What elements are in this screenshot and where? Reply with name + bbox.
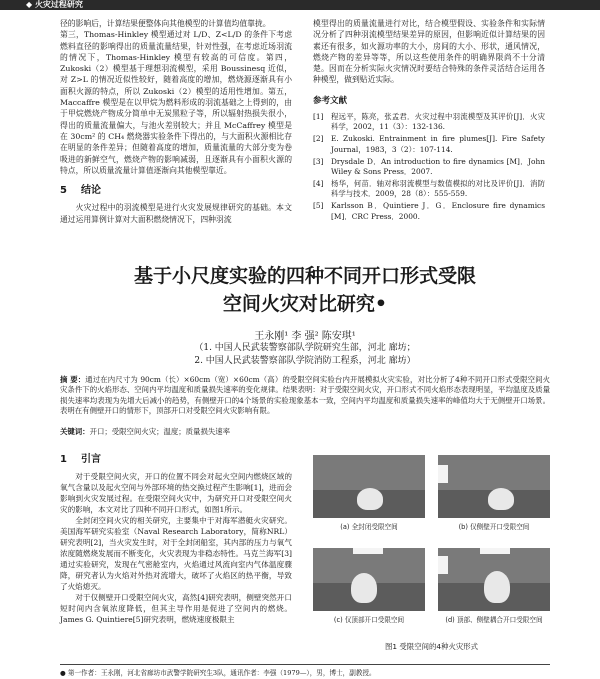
figure-panel-d-image — [438, 548, 550, 611]
affiliation-1: （1. 中国人民武装警察部队学院研究生部，河北 廊坊； — [194, 343, 416, 353]
paragraph: 火灾过程中的羽流模型是进行火灾发展规律研究的基础。本文通过运用算例计算对大面积燃烧情况下，四种羽流 — [60, 203, 292, 224]
figure-panel-d-caption: (d) 顶部、侧壁耦合开口受限空间 — [445, 616, 543, 624]
paragraph: 全封闭空间火灾的相关研究，主要集中于对海军潜艇火灾研究。美国海军研究实验室（Naval Research Laboratory，简称NRL）研究表明[2]，当火灾发生时，对于全封闭船室，其内部的压力与氧气浓度随燃烧发展而不断变化，火灾表现为非稳态特性。马克兰海军[3]通过实验研究，发现在气密舱室内，火焰通过风流向室内气体温度骤降，研究者认为火焰对外热对流增大，破坏了火焰区的热平衡，导致了火焰熄灭。 — [60, 516, 292, 591]
reference-item: [4] 杨华，何苗．轴对称羽流模型与数值模拟的对比及评价[J]．消防科学与技术．2009，28（8）：555-559. — [313, 179, 545, 199]
paragraph: 第三，Thomas-Hinkley 模型通过对 L/D、Z<L/D 的条件下考虑燃料直径的影响得出的质量流量结果，针对性强，在考虑近场羽流的情况下，Thomas-Hinkley 模型有较高的可信度。第四，Zukoski（2）模型基于理想羽流模型，采用 Boussinesq 近似，对 Z>L 的情况近似性较好，随着高度的增加，燃烧源逐渐具有小面积火源的特点，所以 Zukoski（2）模型的适用性增加。第五，Maccaffre 模型是在以甲烷为燃料形成的羽流基础之上得到的，由于甲烷燃烧产物成分简单中无炭黑粒子等，所以辐射热损失很小，得出的质量流量偏大，与池火差别较大；并且 McCaffrey 模型是在 30cm² 的 CH₄ 燃烧器实验条件下得出的，与大面积火源相比存在明显的条件差异；但随着高度的增加，质量流量的大部分变为卷吸进的新鲜空气，燃烧产物的影响减弱，且逐渐具有小面积火源的特点，所以质量流量计算值逐渐向其他模型靠近。 — [60, 30, 292, 175]
reference-item: [2] E. Zukoski. Entrainment in fire plumes[J]. Fire Safety Journal，1983，3（2）：107-114. — [313, 134, 545, 154]
figure-panel-a-image — [313, 455, 425, 518]
figure-panel-c-caption: (c) 仅顶部开口受限空间 — [333, 616, 405, 624]
reference-item: [5] Karlsson B．Quintiere J．G．Enclosure fire dynamics [M]．CRC Press．2000. — [313, 201, 545, 221]
authors: 王永刚¹ 李 强² 陈安琪¹ — [254, 331, 356, 342]
figure-title: 图1 受限空间的4种火灾形式 — [384, 642, 479, 651]
prev-article-right-column — [313, 18, 545, 224]
section-title: 结论 — [80, 185, 101, 197]
article-title-line-1: 基于小尺度实验的四种不同开口形式受限 — [133, 265, 476, 287]
figure-panel-b-caption: (b) 仅侧壁开口受限空间 — [458, 523, 530, 531]
paragraph: 对于仅侧壁开口受限空间火灾，高然[4]研究表明，侧壁突然开口短时间内含氧浓度降低，但其主导作用是促进了空间内的燃烧。James G. Quintiere[5]研究表明，燃烧速度极限主 — [60, 593, 292, 624]
section-title: 引言 — [80, 454, 101, 465]
keywords-text: 开口；受限空间火灾；温度；质量损失速率 — [89, 427, 231, 436]
footnote: ● 第一作者：王永刚，河北省廊坊市武警学院研究生3队，通讯作者：李强（1979—），男，博士，副教授。 — [60, 664, 550, 677]
paragraph: 对于受限空间火灾，开口的位置不同会对起火空间内燃烧区域的氧气含量以及起火空间与外部环境的热交换过程产生影响[1]，进而会影响到火灾发展过程。在受限空间火灾中，为研究开口对受限空间火灾的影响，本文对比了四种不同开口形式，如图1所示。 — [60, 472, 292, 514]
affiliations — [60, 342, 550, 368]
keywords — [60, 426, 550, 437]
section-number: 1 — [60, 454, 67, 465]
figure-1 — [313, 455, 550, 655]
figure-panel-c-image — [313, 548, 425, 611]
abstract-text: 通过在内尺寸为 90cm（长）×60cm（宽）×60cm（高）的受限空间实验台内开展模拟火灾实验，对比分析了4种不同开口形式受限空间火灾条件下的火焰形态、空间内平均温度和质量损失速率的变化规律。结果表明：对于受限空间火灾，开口形式不同火焰形态表现明显，平均温度及质量损失速率均表现为先增大后减小的趋势，有侧壁开口的4个场景的实验现象基本一致，空间内平均温度和质量损失速率的峰值均大于无侧壁开口场景。表明在有侧壁开口的情形下，顶部开口对受限空间火灾影响有限。 — [60, 375, 550, 416]
section-number: 5 — [60, 185, 67, 197]
references-heading: 参考文献 — [313, 95, 348, 106]
abstract — [60, 375, 550, 417]
introduction-column — [60, 445, 292, 625]
reference-item: [1] 程远平，陈亮，张孟君．火灾过程中羽流模型及其评价[J]．火灾科学，2002，11（3）：132-136. — [313, 112, 545, 132]
introduction-heading — [60, 454, 292, 465]
figure-panel-b-image — [438, 455, 550, 518]
running-header — [0, 0, 600, 10]
running-title: ◆ 火灾过程研究 — [26, 0, 83, 9]
reference-item: [3] Drysdale D．An introduction to fire dynamics [M]．John Wiley & Sons Press．2007. — [313, 156, 545, 177]
conclusion-heading — [60, 185, 292, 196]
figure-panel-a-caption: (a) 全封闭受限空间 — [340, 523, 398, 531]
article-title-line-2: 空间火灾对比研究• — [222, 293, 388, 315]
paragraph: 模型得出的质量流量进行对比，结合模型假设、实验条件和实际情况分析了四种羽流模型结果差异的原因，但影响近似计算结果的因素还有很多，如火源功率的大小，房间的大小、形状，通风情况，燃烧产物的差异等等，所以这些使用条件的明确界限尚不十分清楚。因而在分析实际火灾情况时要结合特殊的条件灵活结合运用各种模型，做到贴近实际。 — [313, 19, 545, 85]
paragraph: 径的影响后，计算结果便整体向其他模型的计算值均值靠拢。 — [60, 19, 271, 28]
prev-article-left-column — [60, 18, 292, 225]
affiliation-2: 2. 中国人民武装警察部队学院消防工程系，河北 廊坊） — [194, 356, 416, 366]
abstract-label: 摘 要： — [60, 375, 86, 384]
keywords-label: 关键词： — [60, 427, 90, 436]
